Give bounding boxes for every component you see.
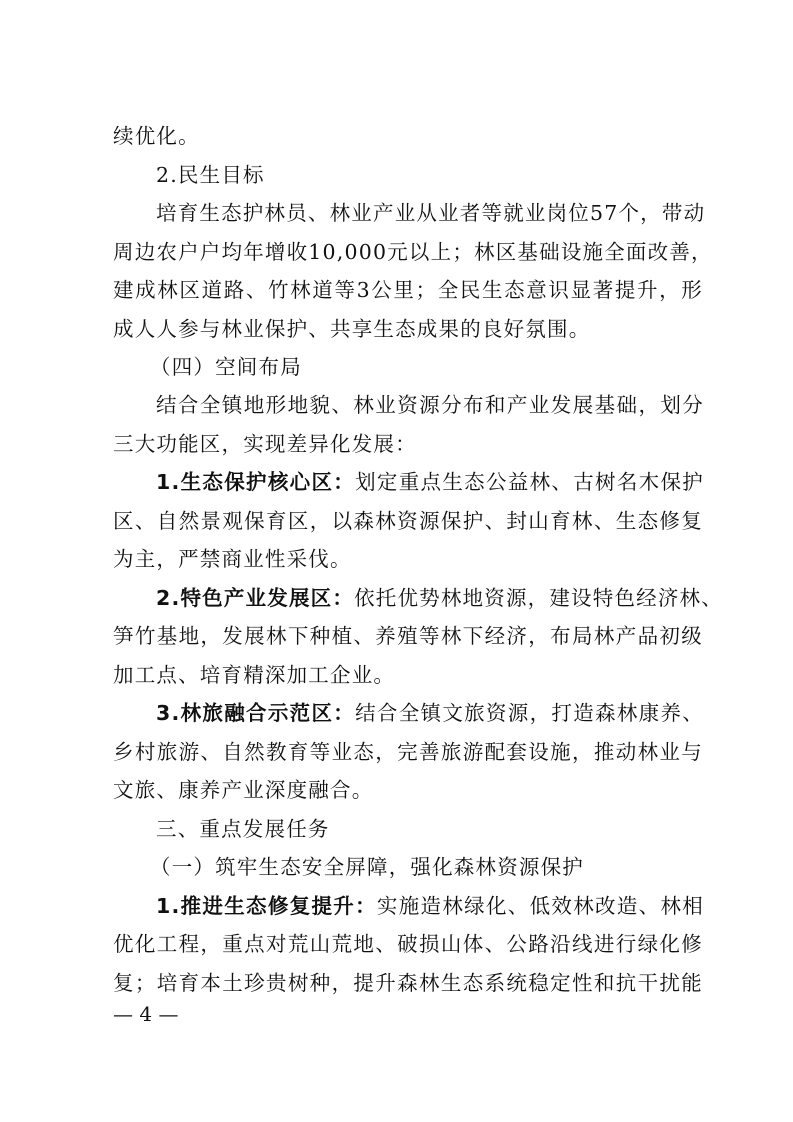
text-line: 建成林区道路、竹林道等3公里；全民生态意识显著提升，形 [113, 278, 703, 302]
text-line: 周边农户户均年增收10,000元以上；林区基础设施全面改善， [113, 240, 713, 264]
text-line: 复；培育本土珍贵树种，提升森林生态系统稳定性和抗干扰能 [113, 971, 703, 995]
subheading-spatial-layout: （四）空间布局 [150, 355, 302, 379]
text-line: 结合全镇地形地貌、林业资源分布和产业发展基础，划分 [156, 393, 704, 417]
paragraph-line [156, 891, 704, 921]
text-line: 乡村旅游、自然教育等业态，完善旅游配套设施，推动林业与 [113, 740, 703, 764]
text-line: 成人人参与林业保护、共享生态成果的良好氛围。 [113, 317, 591, 341]
text-line: 加工点、培育精深加工企业。 [113, 663, 396, 687]
text-line: 三大功能区，实现差异化发展： [113, 432, 417, 456]
paragraph-line [156, 698, 704, 728]
bold-lead-ecological-restoration: 1.推进生态修复提升： [156, 894, 377, 918]
text-line: 培育生态护林员、林业产业从业者等就业岗位57个，带动 [156, 201, 706, 225]
bold-lead-forest-tourism-zone: 3.林旅融合示范区： [156, 701, 356, 725]
subheading-ecological-barrier: （一）筑牢生态安全屏障，强化森林资源保护 [150, 855, 584, 879]
text-line: 区、自然景观保育区，以森林资源保护、封山育林、生态修复 [113, 509, 703, 533]
text-span: 实施造林绿化、低效林改造、林相 [376, 894, 704, 918]
page-number: — 4 — [113, 1002, 179, 1026]
text-span: 依托优势林地资源，建设特色经济林、 [354, 586, 723, 610]
text-line: 优化工程，重点对荒山荒地、破损山体、公路沿线进行绿化修 [113, 932, 703, 956]
text-line: 为主，严禁商业性采伐。 [113, 547, 352, 571]
text-line: 续优化。 [113, 124, 200, 148]
subheading-livelihood-goal: 2.民生目标 [156, 163, 265, 187]
text-span: 结合全镇文旅资源，打造森林康养、 [355, 701, 704, 725]
text-span: 划定重点生态公益林、古树名木保护 [355, 470, 704, 494]
paragraph-line [156, 583, 723, 613]
text-line: 文旅、康养产业深度融合。 [113, 778, 374, 802]
paragraph-line [156, 467, 704, 497]
section-heading-key-tasks: 三、重点发展任务 [156, 817, 330, 841]
text-line: 笋竹基地，发展林下种植、养殖等林下经济，布局林产品初级 [113, 624, 703, 648]
bold-lead-industry-zone: 2.特色产业发展区： [156, 586, 355, 610]
bold-lead-ecological-core-zone: 1.生态保护核心区： [156, 470, 356, 494]
